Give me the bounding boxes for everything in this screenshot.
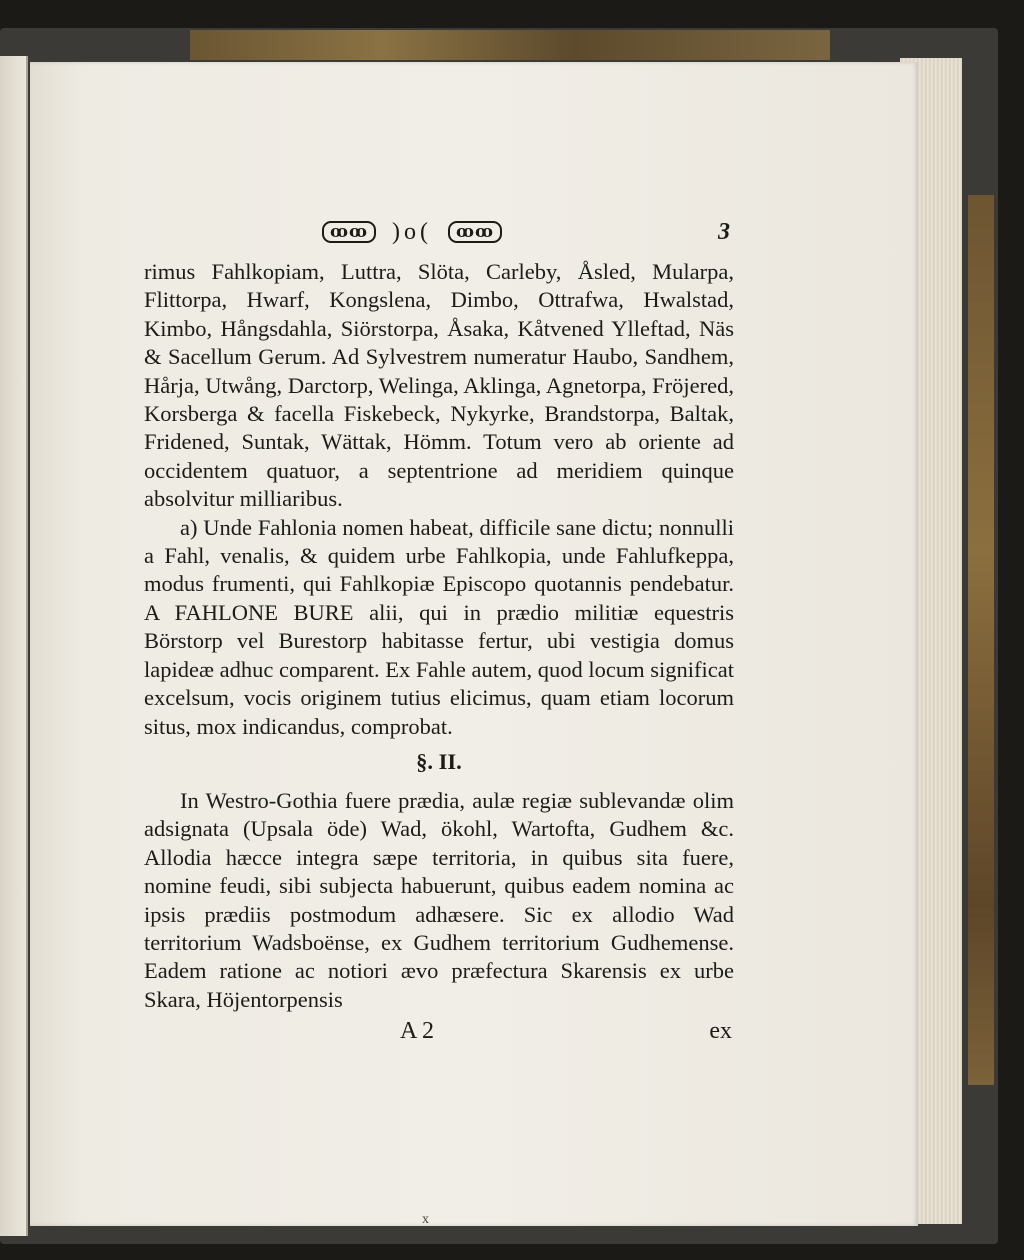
page-footer: [144, 1018, 734, 1045]
marbled-cover-edge: [190, 30, 830, 60]
marginal-mark: x: [422, 1212, 429, 1227]
catchword: ex: [709, 1018, 732, 1045]
signature-mark: A 2: [400, 1018, 435, 1045]
paragraph-intro: rimus Fahlkopiam, Luttra, Slöta, Carleby, Åsled, Mularpa, Flittorpa, Hwarf, Kongslena, Dimbo, Ottrafwa, Hwalstad, Kimbo, Hångsdahla, Siörstorpa, Åsaka, Kåtvened Ylleftad, Näs & Sacellum Gerum. Ad Sylvestrem numeratur Haubo, Sandhem, Hårja, Utwång, Darctorp, Welinga, Aklinga, Agnetorpa, Fröjered, Korsberga & facella Fiskebeck, Nykyrke, Brandstorpa, Baltak, Fridened, Suntak, Wättak, Hömm. Totum vero ab oriente ad occidentem quatuor, a septentrione ad meridiem quinque absolvitur milliaribus.: [144, 259, 734, 512]
cover-spine-strip: [968, 195, 994, 1085]
page-number: 3: [718, 218, 730, 245]
page-text-block: [144, 212, 734, 1045]
paragraph-main: In Westro-Gothia fuere prædia, aulæ regiæ sublevandæ olim adsignata (Upsala öde) Wad, ökohl, Wartofta, Gudhem &c. Allodia hæcce integra sæpe territoria, in quibus sita fuere, nomine feudi, sibi subjecta habuerunt, quibus eadem nomina ac ipsis prædiis postmodum adhæsere. Sic ex allodio Wad territorium Wadsboënse, ex Gudhem territorium Gudhemense. Eadem ratione ac notiori ævo præfectura Skarensis ex urbe Skara, Höjentorpensis: [144, 787, 734, 1012]
paragraph-note-a: a) Unde Fahlonia nomen habeat, difficile sane dictu; nonnulli a Fahl, venalis, & quidem urbe Fahlkopia, unde Fahlufkeppa, modus frumenti, qui Fahlkopiæ Episcopo quotannis pendebatur. A FAHLONE BURE alii, qui in prædio militiæ equestris Börstorp vel Burestorp habitasse fertur, ubi vestigia domus lapideæ adhuc comparent. Ex Fahle autem, quod locum significat excelsum, vocis originem tutius elicimus, quam etiam locorum situs, mox indicandus, comprobat.: [144, 514, 734, 739]
ornament-right-icon: ꝏꝏ: [448, 221, 502, 243]
running-header: [144, 212, 734, 252]
book-page: [30, 62, 918, 1226]
ornament-mid: )o(: [392, 218, 433, 245]
header-ornament: [322, 219, 502, 246]
ornament-left-icon: ꝏꝏ: [322, 221, 376, 243]
facing-page-edge: [0, 56, 28, 1236]
section-heading: §. II.: [416, 748, 462, 774]
